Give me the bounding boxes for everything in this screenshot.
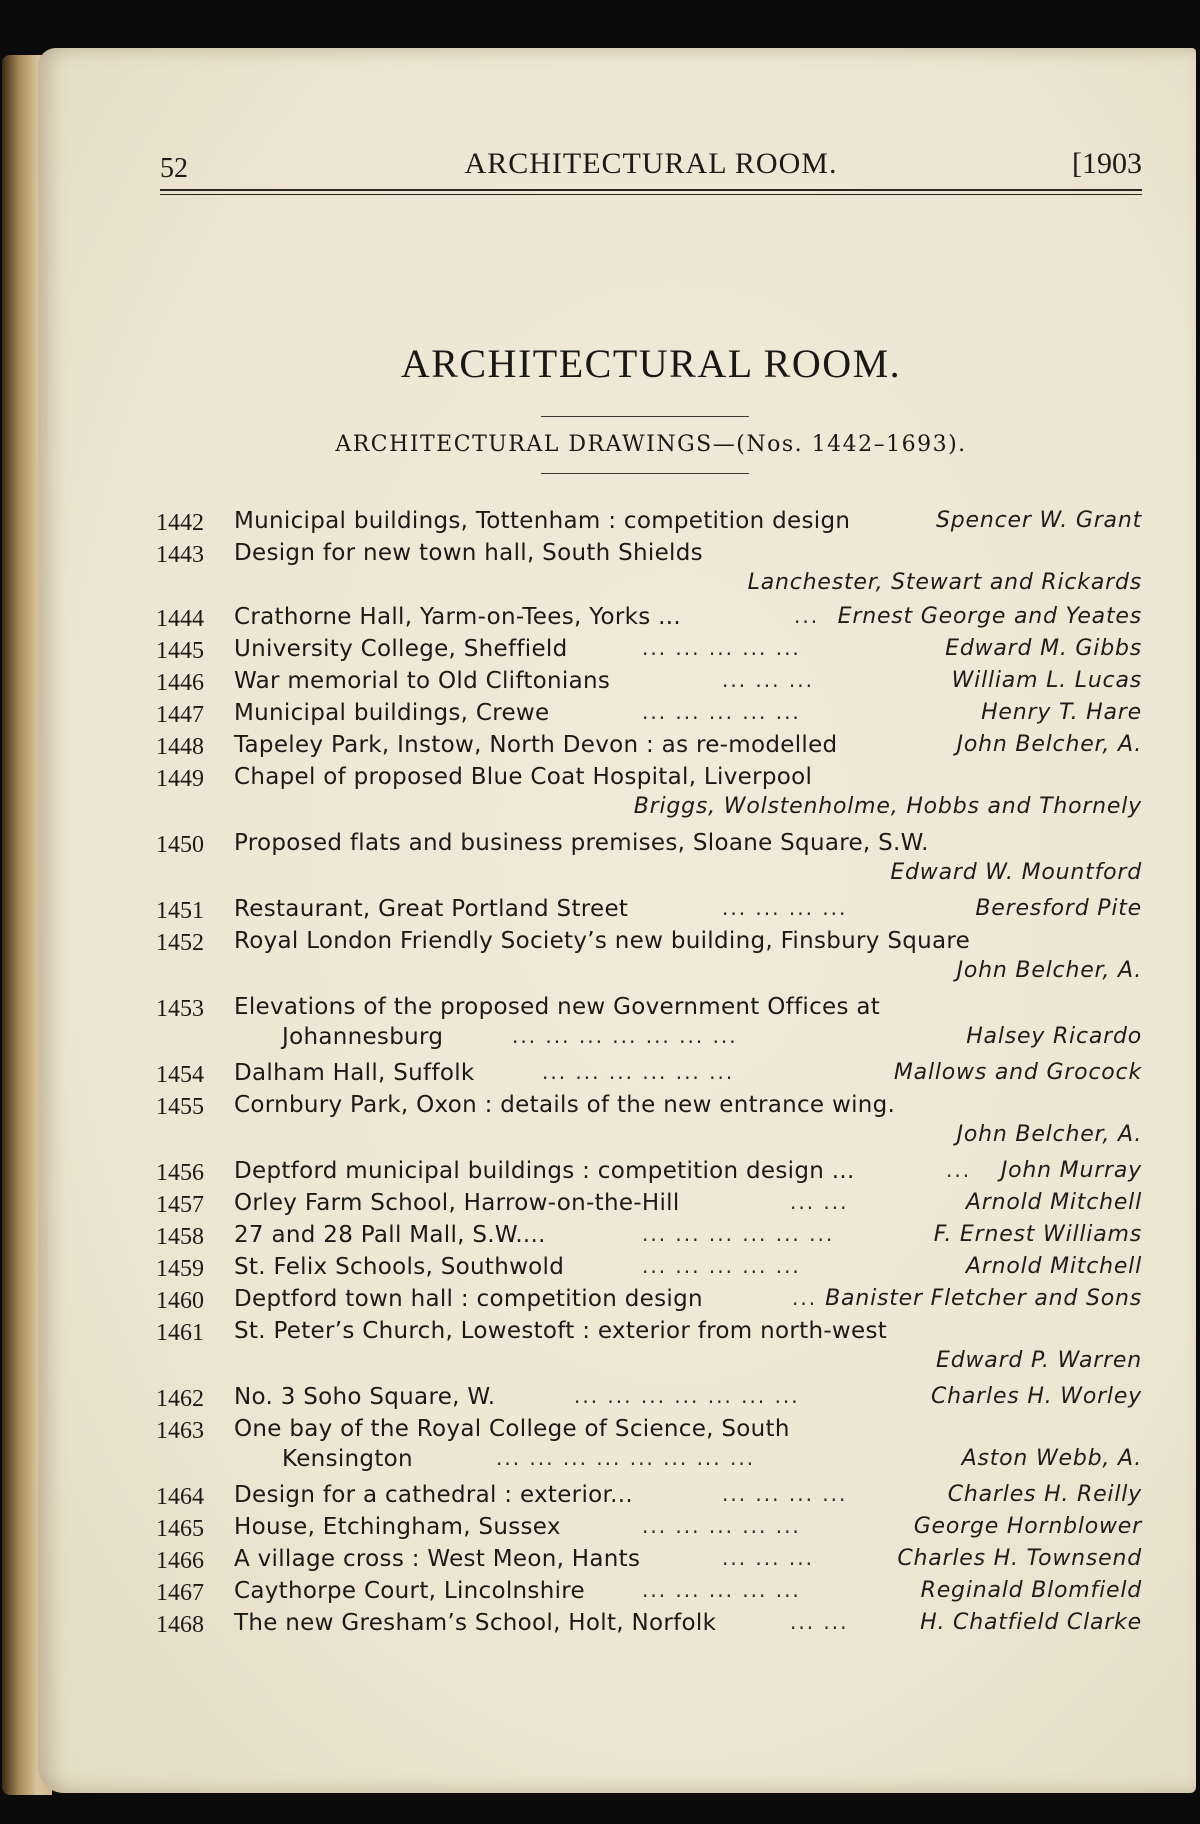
entry-number: 1455 [156, 1094, 204, 1120]
catalogue-entry [156, 1480, 1142, 1512]
entry-title: Cornbury Park, Oxon : details of the new entrance wing. [234, 1092, 896, 1118]
entry-architect: William L. Lucas [951, 668, 1142, 693]
entry-architect: Edward M. Gibbs [945, 636, 1142, 661]
catalogue-entry [156, 1608, 1142, 1640]
entry-number: 1445 [156, 638, 204, 664]
entry-number: 1460 [156, 1288, 204, 1314]
entry-number: 1468 [156, 1612, 204, 1638]
page-number: 52 [160, 153, 188, 184]
entry-architect: Halsey Ricardo [966, 1024, 1142, 1049]
entry-number: 1448 [156, 734, 204, 760]
leader-dots: ... ... ... ... ... ... ... [574, 1384, 800, 1408]
entry-architect: Briggs, Wolstenholme, Hobbs and Thornely [633, 794, 1142, 819]
entry-title: House, Etchingham, Sussex [234, 1514, 561, 1540]
catalogue-entry [156, 1316, 1142, 1380]
leader-dots: ... ... ... ... ... [642, 1514, 801, 1538]
catalogue-entry [156, 1382, 1142, 1414]
leader-dots: ... [792, 1286, 818, 1310]
entry-architect: Charles H. Reilly [947, 1482, 1142, 1507]
catalogue-entry [156, 926, 1142, 990]
leader-dots: ... ... ... ... ... ... [542, 1060, 735, 1084]
entry-title: The new Gresham’s School, Holt, Norfolk [234, 1610, 717, 1636]
catalogue-entry [156, 1414, 1142, 1478]
catalogue-entry [156, 666, 1142, 698]
heading-rule-top [541, 416, 749, 417]
catalogue-entry [156, 1156, 1142, 1188]
entry-architect: Lanchester, Stewart and Rickards [747, 570, 1142, 595]
catalogue-entry [156, 1188, 1142, 1220]
leader-dots: ... ... [790, 1190, 849, 1214]
catalogue-entry [156, 992, 1142, 1056]
catalogue-entry [156, 1220, 1142, 1252]
entry-title: No. 3 Soho Square, W. [234, 1384, 496, 1410]
entry-title: 27 and 28 Pall Mall, S.W.... [234, 1222, 546, 1248]
entry-architect: John Belcher, A. [956, 732, 1142, 757]
entry-number: 1463 [156, 1418, 204, 1444]
catalogue-entry [156, 828, 1142, 892]
catalogue-entry [156, 634, 1142, 666]
entry-title: Municipal buildings, Tottenham : competition design [234, 508, 851, 534]
entry-number: 1453 [156, 996, 204, 1022]
leader-dots: ... ... ... ... ... [642, 1254, 801, 1278]
entry-architect: Edward W. Mountford [890, 860, 1142, 885]
entry-title-continued: Kensington [282, 1446, 413, 1472]
section-heading: ARCHITECTURAL ROOM. [400, 341, 902, 386]
entry-title: Dalham Hall, Suffolk [234, 1060, 475, 1086]
entry-architect: John Murray [1000, 1158, 1142, 1183]
entry-title: University College, Sheffield [234, 636, 568, 662]
catalogue-entry [156, 894, 1142, 926]
entry-number: 1451 [156, 898, 204, 924]
entry-title: Deptford town hall : competition design [234, 1286, 703, 1312]
entry-architect: Mallows and Grocock [893, 1060, 1142, 1085]
heading-rule-bottom [541, 473, 749, 474]
entry-architect: George Hornblower [913, 1514, 1142, 1539]
catalogue-entry [156, 1284, 1142, 1316]
entry-number: 1442 [156, 510, 204, 536]
catalogue-entry [156, 1544, 1142, 1576]
catalogue-entry [156, 762, 1142, 826]
entry-title: Restaurant, Great Portland Street [234, 896, 629, 922]
leader-dots: ... ... ... [722, 1546, 814, 1570]
entry-number: 1452 [156, 930, 204, 956]
leader-dots: ... ... ... ... ... [642, 1578, 801, 1602]
entry-title-continued: Johannesburg [282, 1024, 444, 1050]
entry-title: Elevations of the proposed new Government Offices at [234, 994, 881, 1020]
catalogue-entry [156, 538, 1142, 602]
leader-dots: ... [946, 1158, 972, 1182]
entry-architect: John Belcher, A. [956, 958, 1142, 983]
entry-number: 1459 [156, 1256, 204, 1282]
catalogue-entry [156, 698, 1142, 730]
entry-title: Proposed flats and business premises, Sloane Square, S.W. [234, 830, 929, 856]
leader-dots: ... ... ... ... ... ... [642, 1222, 835, 1246]
catalogue-entry [156, 1090, 1142, 1154]
entry-architect: Ernest George and Yeates [837, 604, 1142, 629]
entry-architect: Edward P. Warren [936, 1348, 1142, 1373]
leader-dots: ... ... ... ... [722, 896, 848, 920]
catalogue-entry [156, 730, 1142, 762]
section-subheading: ARCHITECTURAL DRAWINGS—(Nos. 1442–1693). [335, 432, 967, 457]
entry-title: War memorial to Old Cliftonians [234, 668, 611, 694]
entry-title: Chapel of proposed Blue Coat Hospital, Liverpool [234, 764, 813, 790]
catalogue-entry [156, 1252, 1142, 1284]
catalogue-entry [156, 506, 1142, 538]
running-year: [1903 [1072, 147, 1142, 180]
entry-architect: Spencer W. Grant [936, 508, 1142, 533]
entry-title: Deptford municipal buildings : competition design ... [234, 1158, 855, 1184]
entry-number: 1446 [156, 670, 204, 696]
entry-architect: Arnold Mitchell [965, 1254, 1142, 1279]
catalogue-entry [156, 602, 1142, 634]
entry-number: 1450 [156, 832, 204, 858]
entry-title: Orley Farm School, Harrow-on-the-Hill [234, 1190, 680, 1216]
entry-title: Caythorpe Court, Lincolnshire [234, 1578, 585, 1604]
entry-number: 1449 [156, 766, 204, 792]
entry-architect: Arnold Mitchell [965, 1190, 1142, 1215]
entry-title: St. Felix Schools, Southwold [234, 1254, 565, 1280]
entry-title: Tapeley Park, Instow, North Devon : as re-modelled [234, 732, 838, 758]
running-head [160, 145, 1142, 185]
entry-title: Royal London Friendly Society’s new building, Finsbury Square [234, 928, 971, 954]
entry-title: Municipal buildings, Crewe [234, 700, 550, 726]
entry-architect: Banister Fletcher and Sons [825, 1286, 1142, 1311]
entry-title: St. Peter’s Church, Lowestoft : exterior from north-west [234, 1318, 888, 1344]
catalogue-entry [156, 1576, 1142, 1608]
leader-dots: ... ... ... ... [722, 1482, 848, 1506]
entry-number: 1458 [156, 1224, 204, 1250]
leader-dots: ... ... ... ... ... [642, 636, 801, 660]
entry-number: 1466 [156, 1548, 204, 1574]
entry-title: One bay of the Royal College of Science, South [234, 1416, 790, 1442]
entry-number: 1457 [156, 1192, 204, 1218]
entry-architect: Charles H. Townsend [897, 1546, 1142, 1571]
running-title: ARCHITECTURAL ROOM. [464, 147, 838, 180]
leader-dots: ... [794, 604, 820, 628]
entry-architect: John Belcher, A. [956, 1122, 1142, 1147]
entry-number: 1464 [156, 1484, 204, 1510]
leader-dots: ... ... ... ... ... ... ... ... [496, 1446, 756, 1470]
leader-dots: ... ... ... ... ... [642, 700, 801, 724]
entry-architect: Beresford Pite [975, 896, 1142, 921]
entry-number: 1454 [156, 1062, 204, 1088]
entry-number: 1456 [156, 1160, 204, 1186]
entry-number: 1467 [156, 1580, 204, 1606]
entry-title: Crathorne Hall, Yarm-on-Tees, Yorks ... [234, 604, 681, 630]
entry-title: Design for new town hall, South Shields [234, 540, 703, 566]
entry-number: 1461 [156, 1320, 204, 1346]
entry-architect: Charles H. Worley [931, 1384, 1142, 1409]
entry-architect: H. Chatfield Clarke [920, 1610, 1142, 1635]
leader-dots: ... ... ... [722, 668, 814, 692]
header-double-rule [160, 189, 1142, 195]
entry-architect: Reginald Blomfield [920, 1578, 1142, 1603]
entry-number: 1447 [156, 702, 204, 728]
leader-dots: ... ... ... ... ... ... ... [512, 1024, 738, 1048]
catalogue-entry [156, 1058, 1142, 1090]
entry-title: A village cross : West Meon, Hants [234, 1546, 641, 1572]
entry-architect: F. Ernest Williams [933, 1222, 1142, 1247]
entry-number: 1444 [156, 606, 204, 632]
entry-number: 1443 [156, 542, 204, 568]
entry-title: Design for a cathedral : exterior... [234, 1482, 633, 1508]
entry-number: 1465 [156, 1516, 204, 1542]
leader-dots: ... ... [790, 1610, 849, 1634]
entry-architect: Henry T. Hare [981, 700, 1142, 725]
entry-architect: Aston Webb, A. [961, 1446, 1142, 1471]
entry-number: 1462 [156, 1386, 204, 1412]
catalogue-entry [156, 1512, 1142, 1544]
